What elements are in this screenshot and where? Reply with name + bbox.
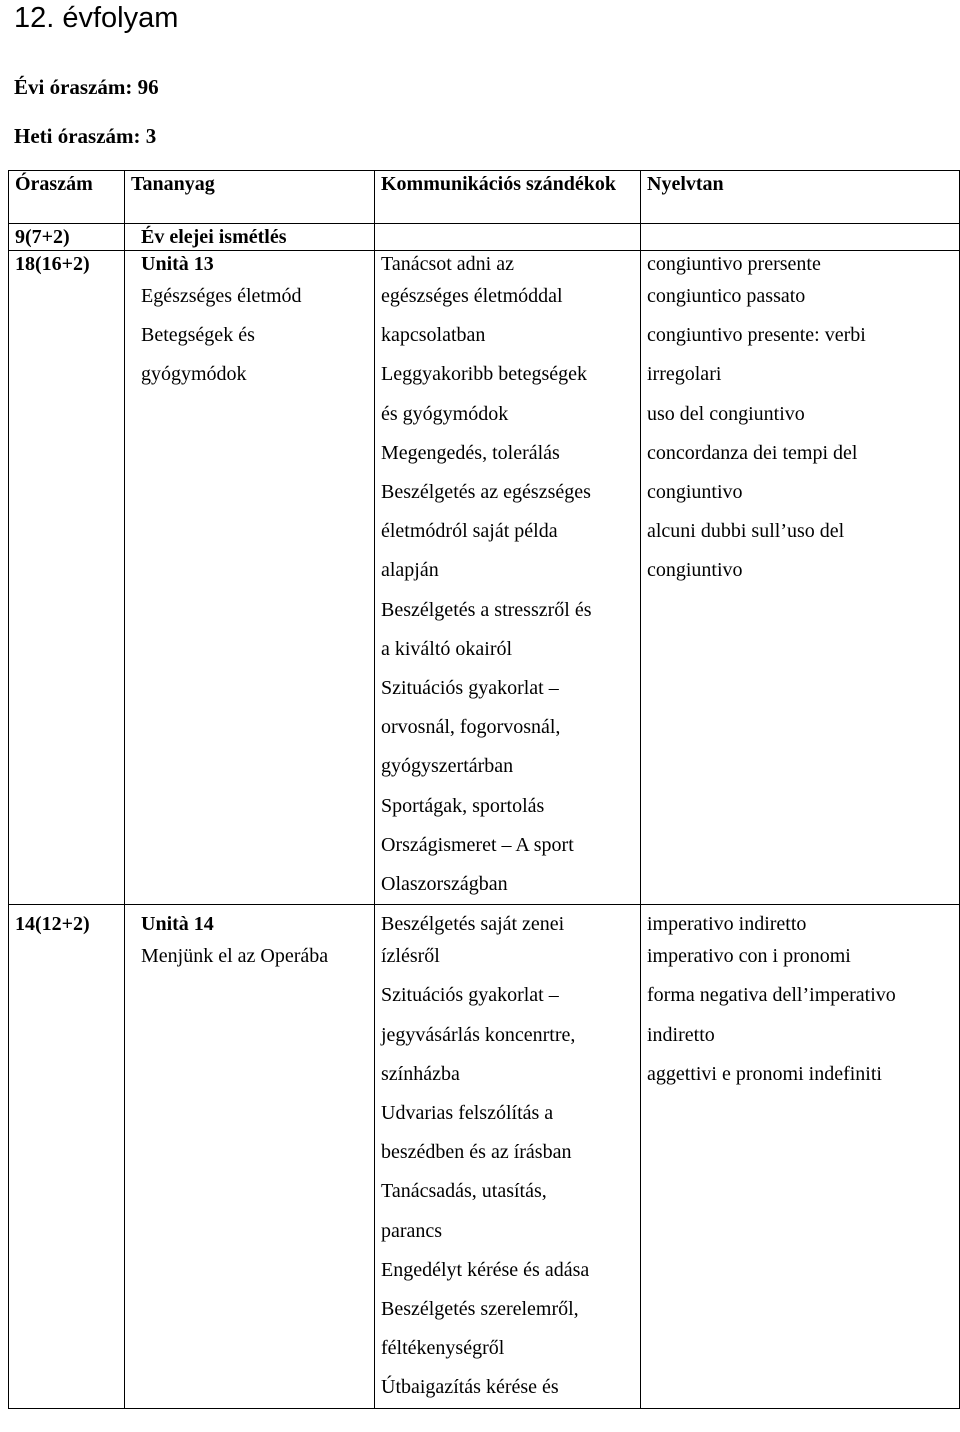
row-hours: 9(7+2) bbox=[9, 224, 125, 251]
unit-title: Unità 14 bbox=[141, 913, 214, 936]
list-item: Szituációs gyakorlat – bbox=[381, 984, 559, 1007]
row-topic bbox=[125, 251, 375, 905]
list-item: Olaszországban bbox=[381, 873, 508, 896]
list-item: forma negativa dell’imperativo bbox=[647, 984, 896, 1007]
list-item: alapján bbox=[381, 559, 439, 582]
list-item: irregolari bbox=[647, 363, 722, 386]
list-item: Betegségek és bbox=[141, 324, 255, 347]
row-communication bbox=[375, 224, 641, 251]
row-communication bbox=[375, 251, 641, 905]
list-item: Országismeret – A sport bbox=[381, 833, 574, 856]
list-item: a kiváltó okairól bbox=[381, 637, 513, 660]
list-item: Udvarias felszólítás a bbox=[381, 1102, 554, 1125]
list-item: aggettivi e pronomi indefiniti bbox=[647, 1062, 882, 1085]
row-communication bbox=[375, 905, 641, 1408]
list-item: ízlésről bbox=[381, 945, 440, 968]
list-item: congiuntivo presente: verbi bbox=[647, 324, 866, 347]
topic-lines bbox=[141, 937, 374, 976]
list-item: Leggyakoribb betegségek bbox=[381, 363, 588, 386]
list-item: gyógyszertárban bbox=[381, 755, 514, 778]
grammar-lines bbox=[647, 937, 959, 1094]
list-item: orvosnál, fogorvosnál, bbox=[381, 716, 561, 739]
row-hours: 14(12+2) bbox=[9, 905, 125, 1408]
row-topic bbox=[125, 905, 375, 1408]
list-item: uso del congiuntivo bbox=[647, 402, 805, 425]
list-item: Sportágak, sportolás bbox=[381, 794, 545, 817]
row-grammar bbox=[641, 905, 960, 1408]
table-row bbox=[9, 224, 960, 251]
column-header-communication: Kommunikációs szándékok bbox=[375, 171, 641, 224]
list-item: imperativo indiretto bbox=[647, 913, 807, 936]
page-title: 12. évfolyam bbox=[14, 2, 179, 34]
column-header-grammar: Nyelvtan bbox=[641, 171, 960, 224]
list-item: Szituációs gyakorlat – bbox=[381, 677, 559, 700]
list-item: alcuni dubbi sull’uso del bbox=[647, 520, 845, 543]
table-row bbox=[9, 251, 960, 905]
list-item: congiuntico passato bbox=[647, 285, 806, 307]
list-item: Útbaigazítás kérése és bbox=[381, 1376, 559, 1399]
grammar-lines bbox=[647, 277, 959, 591]
list-item: kapcsolatban bbox=[381, 324, 486, 347]
list-item: és gyógymódok bbox=[381, 402, 509, 425]
list-item: életmódról saját példa bbox=[381, 520, 558, 543]
annual-hours: Évi óraszám: 96 bbox=[14, 75, 159, 99]
list-item: jegyvásárlás koncenrtre, bbox=[381, 1023, 576, 1046]
list-item: egészséges életmóddal bbox=[381, 285, 563, 307]
list-item: beszédben és az írásban bbox=[381, 1141, 572, 1164]
row-grammar bbox=[641, 224, 960, 251]
list-item: Engedélyt kérése és adása bbox=[381, 1258, 590, 1281]
curriculum-table bbox=[8, 170, 960, 1409]
table-row bbox=[9, 905, 960, 1408]
list-item: congiuntivo bbox=[647, 481, 743, 504]
list-item: congiuntivo bbox=[647, 559, 743, 582]
list-item: concordanza dei tempi del bbox=[647, 441, 858, 464]
list-item: Beszélgetés az egészséges bbox=[381, 481, 591, 504]
list-item: parancs bbox=[381, 1219, 443, 1242]
list-item: congiuntivo prersente bbox=[647, 253, 821, 275]
list-item: Beszélgetés saját zenei bbox=[381, 913, 565, 936]
column-header-hours: Óraszám bbox=[9, 171, 125, 224]
row-hours: 18(16+2) bbox=[9, 251, 125, 905]
unit-title: Unità 13 bbox=[141, 253, 214, 275]
list-item: indiretto bbox=[647, 1023, 715, 1046]
list-item: Tanácsadás, utasítás, bbox=[381, 1180, 547, 1203]
list-item: színházba bbox=[381, 1062, 460, 1085]
list-item: Beszélgetés szerelemről, bbox=[381, 1298, 579, 1321]
communication-lines bbox=[381, 277, 640, 904]
weekly-hours: Heti óraszám: 3 bbox=[14, 124, 157, 148]
list-item: imperativo con i pronomi bbox=[647, 945, 851, 968]
topic-lines bbox=[141, 277, 374, 395]
column-header-topic: Tananyag bbox=[125, 171, 375, 224]
table-header-row bbox=[9, 171, 960, 224]
communication-lines bbox=[381, 937, 640, 1407]
list-item: Tanácsot adni az bbox=[381, 253, 514, 275]
row-grammar bbox=[641, 251, 960, 905]
list-item: Beszélgetés a stresszről és bbox=[381, 598, 592, 621]
row-topic-title: Év elejei ismétlés bbox=[125, 224, 375, 251]
list-item: féltékenységről bbox=[381, 1337, 505, 1360]
list-item: Menjünk el az Operába bbox=[141, 945, 329, 968]
list-item: Egészséges életmód bbox=[141, 285, 302, 307]
list-item: gyógymódok bbox=[141, 363, 247, 386]
list-item: Megengedés, tolerálás bbox=[381, 441, 560, 464]
